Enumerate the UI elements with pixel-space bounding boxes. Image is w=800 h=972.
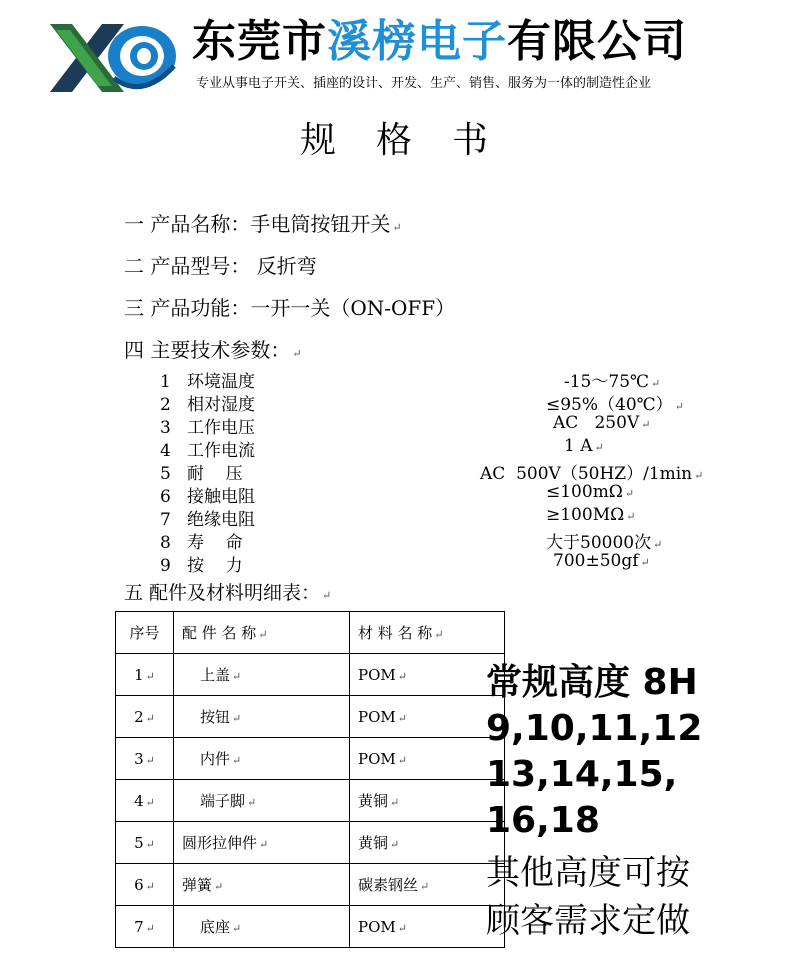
table-cell-material bbox=[350, 654, 505, 696]
company-name-post: 有限公司 bbox=[507, 16, 687, 67]
parts-table bbox=[115, 611, 505, 948]
paragraph-mark: ↵ bbox=[259, 838, 269, 851]
table-header-cell bbox=[174, 612, 350, 654]
paragraph-mark: ↵ bbox=[232, 754, 242, 767]
spec-no: 2 bbox=[160, 395, 171, 415]
spec-value bbox=[553, 413, 650, 433]
spec-no: 4 bbox=[160, 441, 171, 461]
spec-name: 工作电流 bbox=[187, 441, 256, 461]
table-cell-no bbox=[116, 738, 174, 780]
paragraph-mark: ↵ bbox=[145, 711, 155, 725]
table-cell-no bbox=[116, 654, 174, 696]
table-cell-part bbox=[174, 654, 350, 696]
paragraph-mark: ↵ bbox=[232, 670, 242, 683]
cell-text: 6 bbox=[134, 875, 144, 894]
table-cell-no bbox=[116, 696, 174, 738]
spec-value-text: ≥100MΩ bbox=[546, 505, 625, 525]
cell-text: POM bbox=[358, 665, 396, 684]
spec-name: 绝缘电阻 bbox=[187, 510, 256, 530]
spec-row bbox=[160, 390, 255, 415]
table-row bbox=[116, 738, 505, 780]
section-product-name-text: 一 产品名称：手电筒按钮开关 bbox=[124, 212, 391, 236]
table-cell-material bbox=[350, 738, 505, 780]
cell-text: 弹簧 bbox=[182, 876, 213, 894]
table-row bbox=[116, 864, 505, 906]
cell-text: POM bbox=[358, 917, 396, 936]
table-cell-part bbox=[174, 780, 350, 822]
spec-value-text: 1 A bbox=[564, 436, 593, 456]
company-name bbox=[192, 14, 687, 70]
table-cell-no bbox=[116, 822, 174, 864]
spec-row bbox=[160, 482, 255, 507]
table-cell-no bbox=[116, 864, 174, 906]
paragraph-mark: ↵ bbox=[390, 796, 400, 809]
company-tagline: 专业从事电子开关、插座的设计、开发、生产、销售、服务为一体的制造性企业 bbox=[196, 76, 652, 91]
paragraph-mark: ↵ bbox=[624, 487, 635, 500]
section-product-model bbox=[124, 250, 317, 279]
table-row bbox=[116, 906, 505, 948]
table-header-cell bbox=[350, 612, 505, 654]
table-cell-material bbox=[350, 696, 505, 738]
company-logo bbox=[42, 14, 182, 94]
paragraph-mark: ↵ bbox=[145, 795, 155, 809]
paragraph-mark: ↵ bbox=[145, 669, 155, 683]
spec-row bbox=[160, 413, 255, 438]
spec-name: 寿 命 bbox=[187, 533, 243, 553]
paragraph-mark: ↵ bbox=[145, 879, 155, 893]
spec-value-text: AC 500V（50HZ）/1min bbox=[480, 464, 693, 484]
section-parts-list bbox=[124, 578, 331, 605]
paragraph-mark: ↵ bbox=[434, 628, 444, 641]
cell-text: 4 bbox=[134, 791, 144, 810]
spec-value-text: ≤100mΩ bbox=[546, 482, 623, 502]
spec-no: 6 bbox=[160, 487, 171, 507]
spec-name: 环境温度 bbox=[187, 372, 256, 392]
spec-name: 相对湿度 bbox=[187, 395, 256, 415]
paragraph-mark: ↵ bbox=[397, 921, 407, 935]
cell-text: 圆形拉伸件 bbox=[182, 834, 258, 852]
cell-text: 按钮 bbox=[200, 708, 231, 726]
paragraph-mark: ↵ bbox=[145, 753, 155, 767]
cell-text: POM bbox=[358, 707, 396, 726]
cell-text: 2 bbox=[134, 707, 144, 726]
table-header-cell: 序号 bbox=[116, 612, 174, 654]
spec-value bbox=[564, 367, 660, 392]
spec-no: 5 bbox=[160, 464, 171, 484]
company-name-accent: 溪榜电子 bbox=[327, 16, 507, 67]
spec-row bbox=[160, 367, 255, 392]
paragraph-mark: ↵ bbox=[640, 556, 650, 569]
paragraph-mark: ↵ bbox=[390, 838, 400, 851]
table-cell-material bbox=[350, 780, 505, 822]
cell-text: 7 bbox=[134, 917, 144, 936]
spec-row bbox=[160, 436, 255, 461]
spec-value-text: AC 250V bbox=[553, 413, 640, 433]
cell-text: 1 bbox=[134, 665, 144, 684]
height-note-line-2: 9,10,11,12 bbox=[486, 708, 703, 749]
cell-text: 黄铜 bbox=[358, 834, 389, 852]
company-name-pre: 东莞市 bbox=[192, 16, 327, 67]
custom-height-note-line-1: 其他高度可按 bbox=[486, 853, 690, 893]
paragraph-mark: ↵ bbox=[397, 753, 407, 767]
height-note-line-4: 16,18 bbox=[486, 800, 600, 841]
table-header-text: 配 件 名 称 bbox=[182, 624, 257, 642]
table-cell-no bbox=[116, 780, 174, 822]
paragraph-mark: ↵ bbox=[674, 400, 684, 413]
cell-text: 5 bbox=[134, 833, 144, 852]
spec-value bbox=[480, 459, 703, 484]
cell-text: 黄铜 bbox=[358, 792, 389, 810]
paragraph-mark: ↵ bbox=[292, 347, 302, 360]
paragraph-mark: ↵ bbox=[145, 921, 155, 935]
cell-text: 内件 bbox=[200, 750, 231, 768]
table-cell-material bbox=[350, 822, 505, 864]
document-title: 规格书 bbox=[300, 120, 529, 161]
paragraph-mark: ↵ bbox=[694, 469, 704, 482]
table-cell-no bbox=[116, 906, 174, 948]
section-product-name bbox=[124, 208, 402, 237]
paragraph-mark: ↵ bbox=[258, 628, 268, 641]
table-cell-material bbox=[350, 906, 505, 948]
table-header-row bbox=[116, 612, 505, 654]
paragraph-mark: ↵ bbox=[420, 880, 430, 893]
spec-no: 1 bbox=[160, 372, 171, 392]
cell-text: 上盖 bbox=[200, 666, 231, 684]
spec-value bbox=[546, 505, 635, 525]
spec-no: 9 bbox=[160, 556, 171, 576]
table-header-text: 材 料 名 称 bbox=[358, 624, 433, 642]
height-note-line-3: 13,14,15, bbox=[486, 754, 678, 795]
table-cell-material bbox=[350, 864, 505, 906]
paragraph-mark: ↵ bbox=[145, 837, 155, 851]
paragraph-mark: ↵ bbox=[397, 669, 407, 683]
spec-value bbox=[546, 390, 684, 415]
table-row bbox=[116, 780, 505, 822]
paragraph-mark: ↵ bbox=[397, 711, 407, 725]
paragraph-mark: ↵ bbox=[322, 589, 332, 602]
spec-value bbox=[546, 482, 634, 502]
custom-height-note-line-2: 顾客需求定做 bbox=[486, 901, 690, 941]
spec-row bbox=[160, 505, 255, 530]
spec-value bbox=[564, 436, 604, 456]
spec-no: 3 bbox=[160, 418, 171, 438]
table-cell-part bbox=[174, 738, 350, 780]
spec-no: 8 bbox=[160, 533, 171, 553]
paragraph-mark: ↵ bbox=[641, 418, 651, 431]
table-row bbox=[116, 696, 505, 738]
section-product-function bbox=[124, 292, 455, 321]
paragraph-mark: ↵ bbox=[653, 538, 663, 551]
cell-text: 端子脚 bbox=[200, 792, 246, 810]
table-row bbox=[116, 654, 505, 696]
spec-value-text: 大于50000次 bbox=[546, 533, 652, 553]
paragraph-mark: ↵ bbox=[594, 441, 604, 454]
table-cell-part bbox=[174, 906, 350, 948]
paragraph-mark: ↵ bbox=[626, 510, 636, 523]
spec-value-text: ≤95%（40℃） bbox=[546, 395, 673, 415]
height-note-line-1: 常规高度 8H bbox=[486, 662, 698, 703]
spec-name: 按 力 bbox=[187, 556, 243, 576]
section-parts-list-text: 五 配件及材料明细表： bbox=[124, 582, 321, 604]
paragraph-mark: ↵ bbox=[247, 796, 257, 809]
spec-value-text: 700±50gf bbox=[553, 551, 639, 571]
table-cell-part bbox=[174, 822, 350, 864]
paragraph-mark: ↵ bbox=[214, 880, 224, 893]
table-cell-part bbox=[174, 696, 350, 738]
section-product-function-text: 三 产品功能：一开一关（ON-OFF） bbox=[124, 296, 456, 320]
table-row bbox=[116, 822, 505, 864]
spec-name: 耐 压 bbox=[187, 464, 243, 484]
paragraph-mark: ↵ bbox=[232, 922, 242, 935]
cell-text: 碳素钢丝 bbox=[358, 876, 419, 894]
section-product-model-text: 二 产品型号： 反折弯 bbox=[124, 254, 317, 278]
cell-text: 底座 bbox=[200, 918, 231, 936]
section-tech-params-text: 四 主要技术参数： bbox=[124, 338, 291, 362]
spec-value-text: -15～75℃ bbox=[564, 372, 650, 392]
spec-name: 工作电压 bbox=[187, 418, 256, 438]
cell-text: 3 bbox=[134, 749, 144, 768]
spec-row bbox=[160, 459, 243, 484]
paragraph-mark: ↵ bbox=[651, 377, 661, 390]
paragraph-mark: ↵ bbox=[392, 221, 402, 234]
spec-value bbox=[546, 528, 662, 553]
spec-row bbox=[160, 551, 243, 576]
spec-value bbox=[553, 551, 650, 571]
spec-no: 7 bbox=[160, 510, 171, 530]
table-cell-part bbox=[174, 864, 350, 906]
paragraph-mark: ↵ bbox=[232, 712, 242, 725]
cell-text: POM bbox=[358, 749, 396, 768]
section-tech-params bbox=[124, 334, 302, 363]
spec-row bbox=[160, 528, 243, 553]
spec-name: 接触电阻 bbox=[187, 487, 256, 507]
